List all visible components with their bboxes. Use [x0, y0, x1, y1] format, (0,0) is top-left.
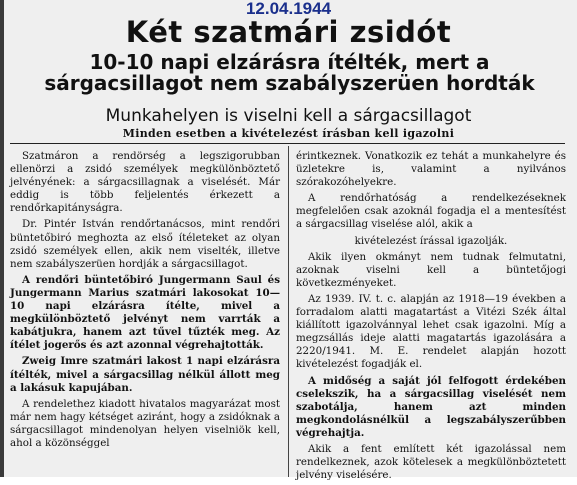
tagline: Minden esetben a kivételezést írásban kell igazolni — [122, 127, 455, 140]
paragraph: Az 1939. IV. t. c. alapján az 1918—19 években a forradalom alatti magatartást a Vitézi Szék által kiállított igazolvánnyal lehet csak igazolni. Míg a megzsállás ideje alatti magatartás igazolására a 2220/1941. M. E. rendelet alapján hozott kivételezést fogadják el. — [296, 292, 566, 371]
paragraph: Zweig Imre szatmári lakost 1 napi elzárásra ítélték, mivel a sárgacsillag nélkül állott meg a lakásuk kapujában. — [10, 355, 280, 394]
paragraph: A rendőri büntetőbiró Jungermann Saul és Jungermann Marius szatmári lakosokat 10—10 napi elzárásra ítélte, mivel a megkülönböztető jelvényt nem varrták a kabátjukra, hanem azt tűvel tűzték meg. Az ítélet jogerős és azt azonnal végrehajtották. — [10, 273, 280, 352]
left-column — [10, 150, 280, 453]
paragraph: Szatmáron a rendörség a legszigorubban ellenörzi a zsidó személyek megkülönböztető jelvényének: a sárgacsillagnak a viselését. Már eddig is több feljelentés érkezett a rendőrkapitányságra. — [10, 150, 280, 215]
paragraph: Dr. Pintér István rendőrtanácsos, mint rendőri büntetőbiró meghozta az első ítéleteket az olyan zsidó személyek ellen, akik nem viselték, illetve nem szabályszerüen hordják a sárgacsillagot. — [10, 218, 280, 270]
kicker: Munkahelyen is viselni kell a sárgacsillagot — [105, 106, 472, 126]
paragraph: Akik a fent említett két igazolással nem rendelkeznek, azok kötelesek a megkülönböztetett jelvény viselésére. — [296, 442, 566, 482]
headline: Két szatmári zsidót — [125, 15, 452, 49]
right-column — [296, 150, 566, 485]
paragraph: kivételezést írással igazolják. — [354, 234, 508, 247]
paragraph: A rendelethez kiadott hivatalos magyarázat most már nem hagy kétséget aziránt, hogy a zsidóknak a sárgacsillagot mindenolyan helyen viselniök kell, ahol a közönséggel — [10, 397, 280, 449]
paragraph: Akik ilyen okmányt nem tudnak felmutatni, azoknak viselni kell a büntetőjogi következményeket. — [296, 250, 566, 289]
paragraph: A rendőrhatóság a rendelkezéseknek megfelelően csak azoknál fogadja el a mentesítést a sárgacsillag viselése alól, akik a — [296, 192, 566, 231]
paragraph: A midőség a saját jól felfogott érdekében cselekszik, ha a sárgacsillag viselését nem szabotálja, hanem azt minden megkondolásnélkül a legszabályszerűbben végrehajtja. — [296, 374, 566, 439]
scan-edge — [0, 0, 4, 477]
column-divider — [288, 146, 289, 477]
divider — [10, 143, 565, 144]
paragraph: érintkeznek. Vonatkozik ez tehát a munkahelyre és üzletekre is, valamint a nyilvános szórakozóhelyekre. — [296, 150, 566, 189]
sub-headline: 10-10 napi elzárásra ítélték, mert a sárgacsillagot nem szabályszerüen hordták — [44, 50, 535, 95]
date-stamp: 12.04.1944 — [245, 0, 332, 18]
